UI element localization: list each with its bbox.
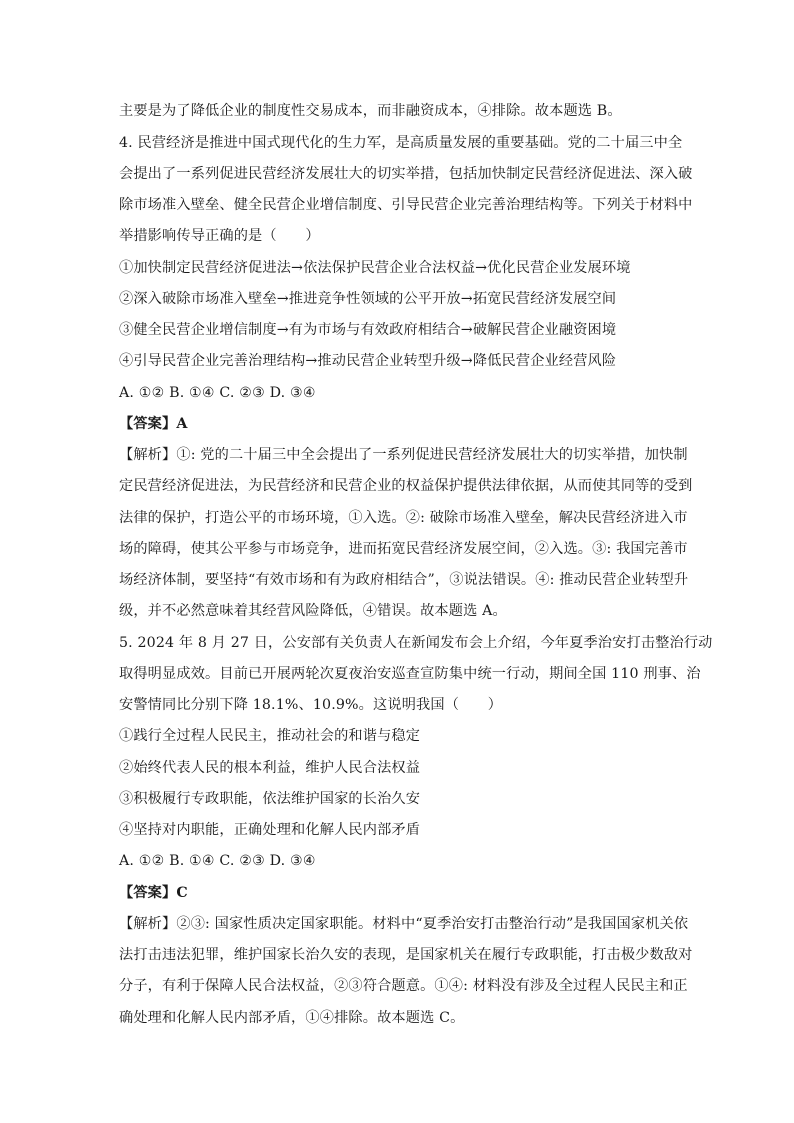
q4-option-1: ①加快制定民营经济促进法→依法保护民营企业合法权益→优化民营企业发展环境 [119,260,631,276]
q4-stem-line: 会提出了一系列促进民营经济发展壮大的切实举措，包括加快制定民营经济促进法、深入破 [119,166,693,182]
q4-option-3: ③健全民营企业增信制度→有为市场与有效政府相结合→破解民营企业融资困境 [119,322,617,338]
q4-option-4: ④引导民营企业完善治理结构→推动民营企业转型升级→降低民营企业经营风险 [119,353,617,369]
q5-answer: 【答案】C [119,885,188,901]
q4-analysis-line: 定民营经济促进法，为民营经济和民营企业的权益保护提供法律依据，从而使其同等的受到 [119,478,693,494]
q3-analysis-tail: 主要是为了降低企业的制度性交易成本，而非融资成本，④排除。故本题选 B。 [119,103,622,119]
q5-analysis-line: 确处理和化解人民内部矛盾，①④排除。故本题选 C。 [119,1010,465,1026]
q4-stem-line: 4. 民营经济是推进中国式现代化的生力军，是高质量发展的重要基础。党的二十届三中全 [119,135,683,151]
q4-analysis-line: 【解析】①: 党的二十届三中全会提出了一系列促进民营经济发展壮大的切实举措，加快制 [119,447,688,463]
q4-analysis-line: 场经济体制，要坚持“有效市场和有为政府相结合”，③说法错误。④: 推动民营企业转型升 [119,572,689,588]
q5-stem-line: 5. 2024 年 8 月 27 日，公安部有关负责人在新闻发布会上介绍，今年夏季治安打击整治行动 [119,635,713,651]
q5-stem-line: 取得明显成效。目前已开展两轮次夏夜治安巡查宣防集中统一行动，期间全国 110 刑事、治 [119,666,701,682]
q5-analysis-line: 分子，有利于保障人民合法权益，②③符合题意。①④: 材料没有涉及全过程人民民主和正 [119,978,688,994]
q5-analysis-line: 【解析】②③: 国家性质决定国家职能。材料中“夏季治安打击整治行动”是我国国家机关依 [119,916,689,932]
q5-option-2: ②始终代表人民的根本利益，维护人民合法权益 [119,760,421,776]
q4-option-2: ②深入破除市场准入壁垒→推进竞争性领域的公平开放→拓宽民营经济发展空间 [119,291,617,307]
q4-analysis-line: 法律的保护，打造公平的市场环境，①入选。②: 破除市场准入壁垒，解决民营经济进入市 [119,510,688,526]
q4-analysis-line: 级，并不必然意味着其经营风险降低，④错误。故本题选 A。 [119,603,507,619]
q5-option-1: ①践行全过程人民民主，推动社会的和谐与稳定 [119,728,421,744]
q5-option-4: ④坚持对内职能，正确处理和化解人民内部矛盾 [119,822,421,838]
q5-stem-line: 安警情同比分别下降 18.1%、10.9%。这说明我国（ ） [119,697,503,713]
q4-choices: A. ①② B. ①④ C. ②③ D. ③④ [119,385,316,401]
q4-analysis-line: 场的障碍，使其公平参与市场竞争，进而拓宽民营经济发展空间，②入选。③: 我国完善市 [119,541,688,557]
q5-option-3: ③积极履行专政职能，依法维护国家的长治久安 [119,791,421,807]
q5-choices: A. ①② B. ①④ C. ②③ D. ③④ [119,853,316,869]
q5-analysis-line: 法打击违法犯罪，维护国家长治久安的表现，是国家机关在履行专政职能，打击极少数敌对 [119,947,693,963]
q4-stem-line: 举措影响传导正确的是（ ） [119,228,320,244]
q4-answer: 【答案】A [119,416,188,432]
q4-stem-line: 除市场准入壁垒、健全民营企业增信制度、引导民营企业完善治理结构等。下列关于材料中 [119,197,693,213]
